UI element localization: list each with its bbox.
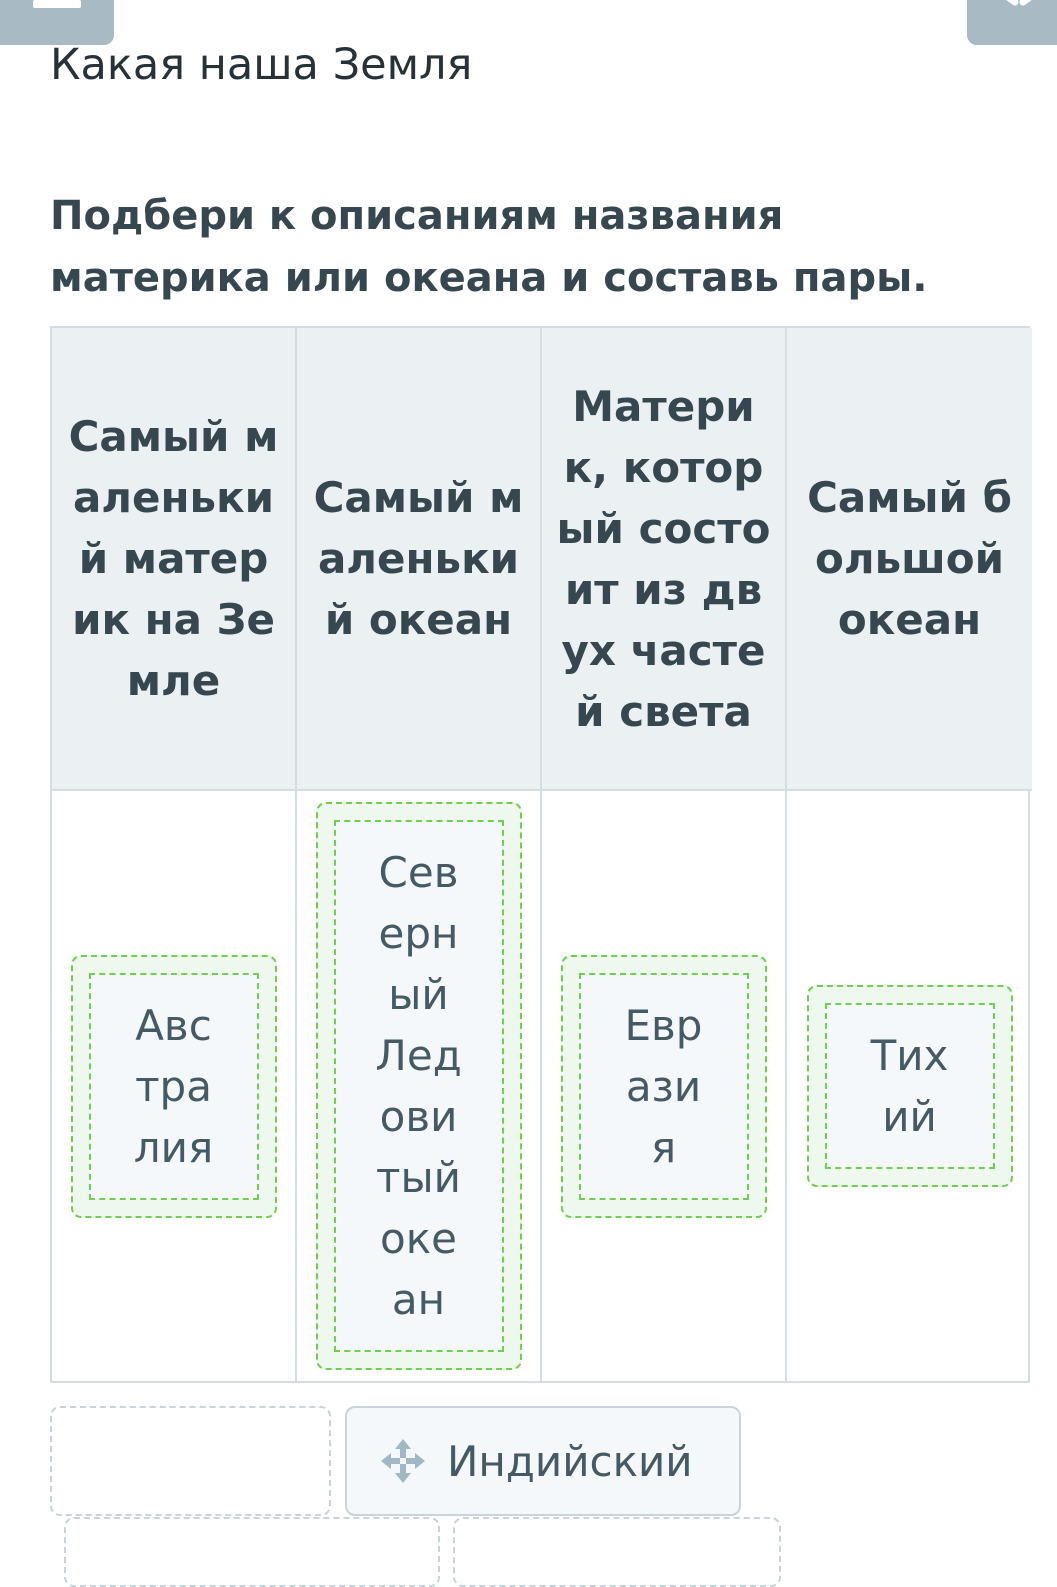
matching-table [50,326,1030,1383]
close-icon [997,0,1041,12]
answer-text: Тихий [870,1031,949,1141]
close-button[interactable] [967,0,1057,45]
answer-card[interactable] [89,973,259,1200]
answer-chip[interactable] [345,1406,741,1516]
move-icon [379,1437,427,1485]
description-cell-1 [52,328,297,791]
description-cell-2 [297,328,542,791]
empty-pool-slot[interactable] [453,1517,781,1587]
answer-card[interactable] [579,973,749,1200]
drop-zone[interactable] [316,802,522,1370]
task-instruction: Подбери к описаниям названия материка или океана и составь пары. [50,193,928,301]
description-text: Самый маленький материк на Земле [68,412,279,705]
menu-button[interactable] [0,0,114,45]
empty-pool-slot[interactable] [50,1406,331,1516]
answer-chip-label: Индийский [447,1436,693,1486]
drop-cell-3 [542,791,787,1381]
drop-cell-1 [52,791,297,1381]
answer-card[interactable] [334,820,504,1352]
answer-card[interactable] [825,1003,995,1169]
drop-zone[interactable] [561,955,767,1218]
drop-zone[interactable] [71,955,277,1218]
description-text: Материк, который состоит из двух частей света [556,381,771,736]
lesson-title: Какая наша Земля [50,40,473,90]
answer-text: Северный Ледовитый океан [375,848,462,1324]
drop-zone[interactable] [807,985,1013,1187]
drop-cell-2 [297,791,542,1381]
drop-cell-4 [787,791,1032,1381]
description-text: Самый большой океан [807,473,1012,644]
empty-pool-slot[interactable] [64,1517,440,1587]
description-cell-4 [787,328,1032,791]
answer-text: Евразия [624,1000,703,1172]
description-text: Самый маленький океан [313,473,524,644]
answer-text: Австралия [133,1000,214,1172]
menu-icon [33,0,81,8]
description-cell-3 [542,328,787,791]
